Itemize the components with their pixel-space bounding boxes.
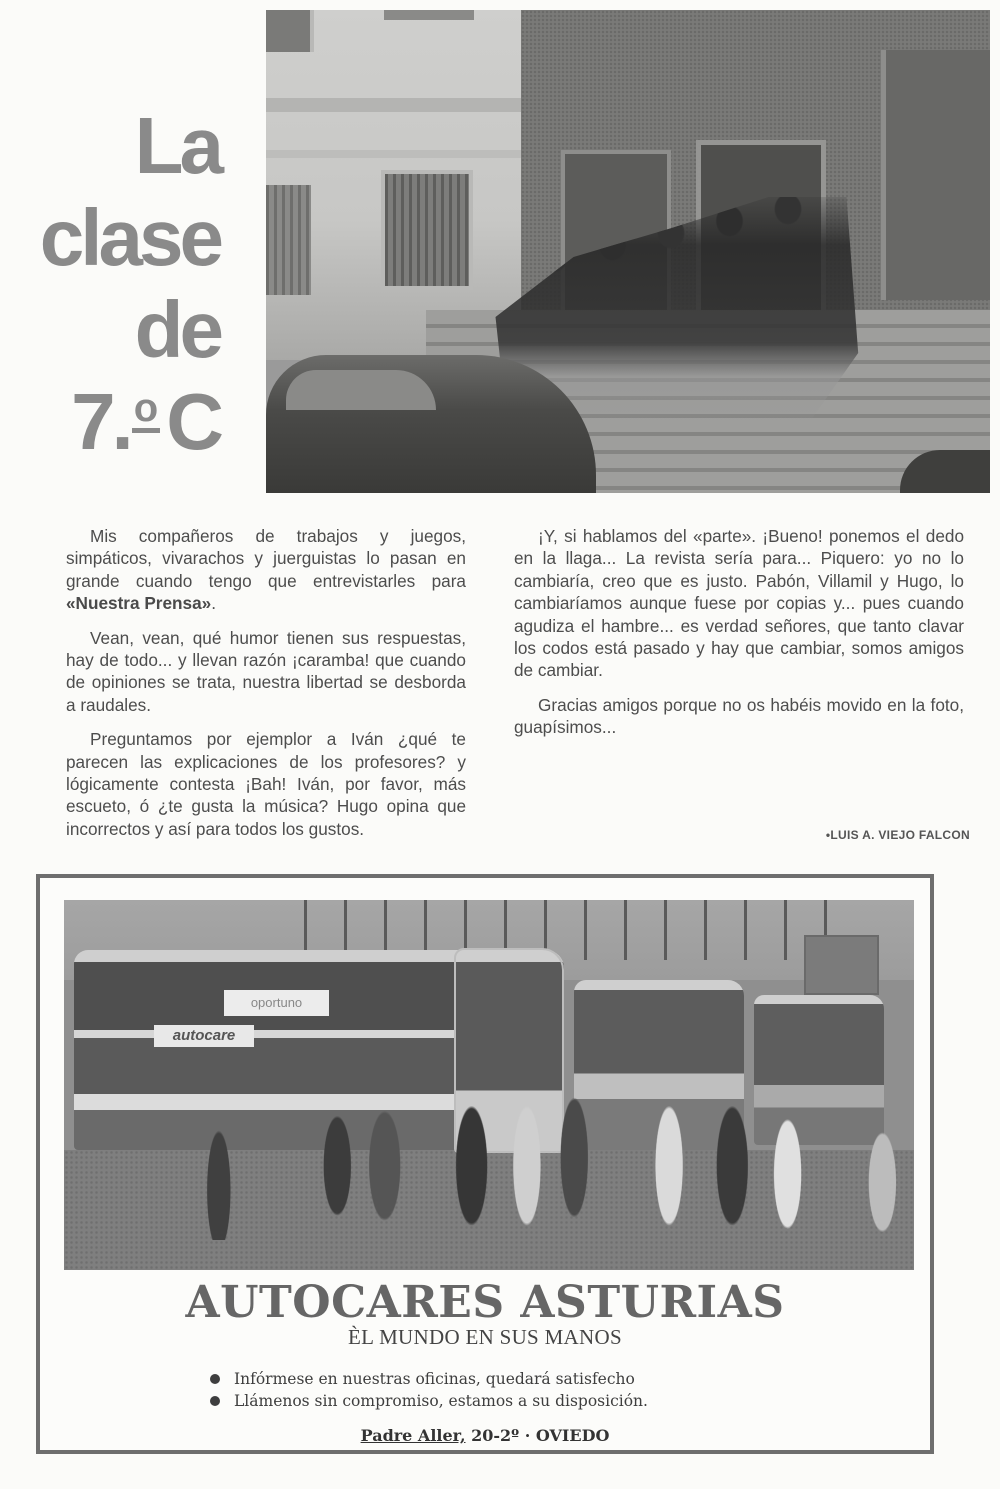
paragraph bbox=[66, 525, 466, 615]
ad-bullet-text: Llámenos sin compromiso, estamos a su disposición. bbox=[234, 1392, 648, 1410]
photo-barred-window bbox=[266, 185, 311, 295]
author-byline: •LUIS A. VIEJO FALCON bbox=[825, 828, 970, 842]
article-column-left bbox=[66, 525, 466, 852]
buses-photo bbox=[64, 900, 914, 1270]
paragraph-text: Mis compañeros de trabajos y juegos, simpáticos, vivarachos y juerguistas lo pasan en grande cuando tengo que entrevistarles para bbox=[66, 526, 466, 591]
headline-grade-number: 7. bbox=[71, 377, 130, 466]
publication-name: «Nuestra Prensa» bbox=[66, 593, 212, 614]
ad-address-rest: 20-2º · OVIEDO bbox=[465, 1426, 610, 1445]
paragraph: Gracias amigos porque no os habéis movido en la foto, guapísimos... bbox=[514, 694, 964, 738]
ad-address-street: Padre Aller, bbox=[360, 1426, 466, 1445]
ad-bullet-item bbox=[210, 1390, 648, 1412]
paragraph: Vean, vean, qué humor tienen sus respuestas, hay de todo... y llevan razón ¡caramba! que cuando de opiniones se trata, nuestra libertad se desborda a raudales. bbox=[66, 627, 466, 715]
bullet-icon bbox=[210, 1374, 220, 1384]
paragraph-text: . bbox=[211, 593, 217, 614]
bus-logo: autocare bbox=[154, 1025, 254, 1047]
photo-window bbox=[384, 10, 474, 20]
photo-car-window bbox=[286, 370, 436, 410]
article-headline bbox=[20, 100, 220, 468]
bullet-icon bbox=[210, 1396, 220, 1406]
ad-bullet-list bbox=[210, 1368, 648, 1412]
ad-tagline: ÈL MUNDO EN SUS MANOS bbox=[348, 1325, 622, 1349]
ad-bullet-item bbox=[210, 1368, 648, 1390]
photo-cornice bbox=[266, 150, 521, 158]
photo-cornice bbox=[266, 98, 521, 112]
photo-glass-facade bbox=[881, 50, 990, 300]
class-group-photo bbox=[266, 10, 990, 493]
headline-class-letter: C bbox=[166, 377, 220, 466]
ad-company-name: AUTOCARES ASTURIAS bbox=[185, 1277, 785, 1328]
paragraph: ¡Y, si hablamos del «parte». ¡Bueno! ponemos el dedo en la llaga... La revista sería para... Piquero: yo no lo cambiaría, creo que es justo. Pabón, Villamil y Hugo, lo cambiaríamos aunque fuese por copias y... pues cuando agudiza el hambre... es verdad señores, que tanto clavar los codos está pasado y hay que cambiar, somos amigos de cambiar. bbox=[514, 526, 964, 681]
photo-window bbox=[266, 10, 314, 52]
paragraph: Preguntamos por ejemplor a Iván ¿qué te parecen las explicaciones de los profesores? y lógicamente contesta ¡Bah! Iván, por favor, más escueto, ó ¿te gusta la música? Hugo opina que incorrectos y así para todos los gustos. bbox=[66, 729, 466, 839]
bus-sign: oportuno bbox=[224, 990, 329, 1016]
photo-barred-window bbox=[381, 170, 473, 290]
advertisement-box bbox=[36, 874, 934, 1454]
photo-billboard bbox=[804, 935, 879, 995]
ad-address bbox=[40, 1426, 930, 1445]
headline-line-4 bbox=[20, 376, 220, 468]
headline-line-1: La bbox=[134, 101, 220, 190]
article-column-right bbox=[514, 525, 964, 751]
ad-bullet-text: Infórmese en nuestras oficinas, quedará satisfecho bbox=[234, 1370, 635, 1388]
headline-line-3: de bbox=[134, 285, 220, 374]
headline-line-2: clase bbox=[39, 193, 220, 282]
headline-ordinal-mark: o bbox=[132, 388, 160, 433]
photo-people bbox=[124, 1075, 914, 1240]
